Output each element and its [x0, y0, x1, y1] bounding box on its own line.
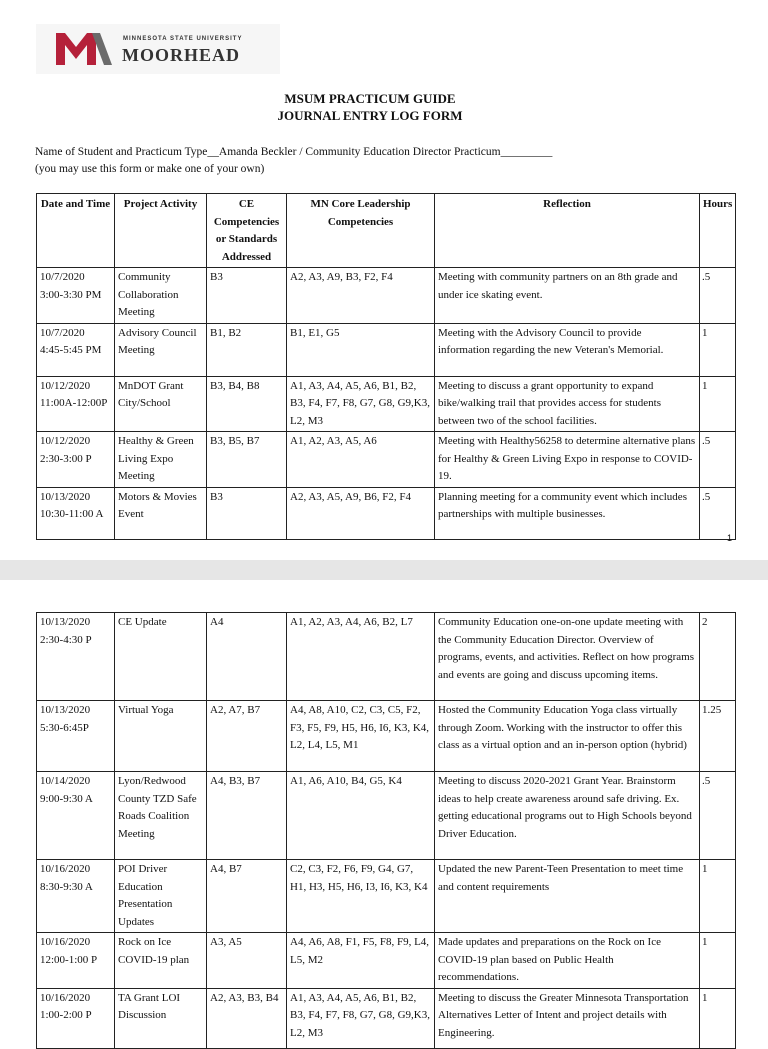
entry-time: 2:30-3:00 P	[40, 452, 92, 465]
hours-cell: .5	[700, 772, 736, 860]
table-row	[37, 268, 736, 324]
activity-cell: POI Driver Education Presentation Updates	[115, 860, 207, 933]
date-time-cell	[37, 487, 115, 539]
entry-date: 10/16/2020	[40, 936, 91, 948]
hours-cell: 1	[700, 988, 736, 1048]
date-time-cell	[37, 613, 115, 701]
mn-cell: A1, A2, A3, A5, A6	[287, 432, 435, 488]
reflection-cell: Meeting to discuss 2020-2021 Grant Year. Brainstorm ideas to help create awareness around safe driving. Ex. getting educational programs out to High Schools beyond Driver Education.	[435, 772, 700, 860]
entry-date: 10/12/2020	[40, 435, 91, 447]
mn-cell: A1, A2, A3, A4, A6, B2, L7	[287, 613, 435, 701]
header-project-activity: Project Activity	[115, 194, 207, 268]
date-time-cell	[37, 772, 115, 860]
mn-cell: A1, A6, A10, B4, G5, K4	[287, 772, 435, 860]
table-header-row	[37, 194, 736, 268]
table-row	[37, 988, 736, 1048]
header-reflection: Reflection	[435, 194, 700, 268]
hours-cell: 1	[700, 376, 736, 432]
reflection-cell: Community Education one-on-one update meeting with the Community Education Director. Overview of programs, events, and activities. Reflect on how programs and events are going and discuss upcoming items.	[435, 613, 700, 701]
header-hours: Hours	[700, 194, 736, 268]
reflection-cell: Updated the new Parent-Teen Presentation to meet time and content requirements	[435, 860, 700, 933]
hours-cell: 2	[700, 613, 736, 701]
date-time-cell	[37, 988, 115, 1048]
table-row	[37, 933, 736, 989]
ce-cell: A4, B3, B7	[207, 772, 287, 860]
entry-date: 10/7/2020	[40, 271, 85, 283]
mn-cell: A2, A3, A9, B3, F2, F4	[287, 268, 435, 324]
entry-date: 10/13/2020	[40, 704, 91, 716]
journal-log-table	[36, 193, 736, 540]
hours-cell: .5	[700, 432, 736, 488]
ce-cell: B3	[207, 268, 287, 324]
student-name-line: Name of Student and Practicum Type__Amanda Beckler / Community Education Director Practicum_________	[35, 146, 553, 158]
page-number: 1	[727, 533, 733, 543]
reflection-cell: Meeting to discuss the Greater Minnesota Transportation Alternatives Letter of Intent and project details with Engineering.	[435, 988, 700, 1048]
mn-cell: C2, C3, F2, F6, F9, G4, G7, H1, H3, H5, H6, I3, I6, K3, K4	[287, 860, 435, 933]
activity-cell: Community Collaboration Meeting	[115, 268, 207, 324]
reflection-cell: Meeting to discuss a grant opportunity to expand bike/walking trail that provides access for students between two of the school facilities.	[435, 376, 700, 432]
entry-date: 10/13/2020	[40, 490, 91, 503]
table-body-page-1	[37, 268, 736, 540]
mn-cell: A1, A3, A4, A5, A6, B1, B2, B3, F4, F7, F8, G7, G8, G9,K3, L2, M3	[287, 988, 435, 1048]
date-time-cell	[37, 933, 115, 989]
date-time-cell	[37, 701, 115, 772]
reflection-cell: Hosted the Community Education Yoga class virtually through Zoom. Working with the instructor to offer this class as a virtual option and an in-person option (hybrid)	[435, 701, 700, 772]
activity-cell: Virtual Yoga	[115, 701, 207, 772]
activity-cell: Motors & Movies Event	[115, 487, 207, 539]
date-time-cell	[37, 432, 115, 488]
entry-time: 10:30-11:00 A	[40, 508, 104, 520]
document-title: MSUM PRACTICUM GUIDE	[284, 91, 456, 106]
date-time-cell	[37, 268, 115, 324]
hours-cell: 1	[700, 933, 736, 989]
entry-time: 9:00-9:30 A	[40, 792, 93, 805]
entry-date: 10/12/2020	[40, 379, 91, 392]
table-row	[37, 376, 736, 432]
hours-cell: 1	[700, 323, 736, 376]
table-row	[37, 701, 736, 772]
entry-time: 5:30-6:45P	[40, 721, 89, 734]
activity-cell: Healthy & Green Living Expo Meeting	[115, 432, 207, 488]
entry-date: 10/16/2020	[40, 863, 91, 875]
activity-cell: TA Grant LOI Discussion	[115, 988, 207, 1048]
date-time-cell	[37, 860, 115, 933]
ce-cell: B3	[207, 487, 287, 539]
entry-time: 3:00-3:30 PM	[40, 288, 102, 301]
form-note: (you may use this form or make one of your own)	[35, 163, 265, 175]
table-row	[37, 772, 736, 860]
mn-cell: A1, A3, A4, A5, A6, B1, B2, B3, F4, F7, F8, G7, G8, G9,K3, L2, M3	[287, 376, 435, 432]
activity-cell: Lyon/Redwood County TZD Safe Roads Coalition Meeting	[115, 772, 207, 860]
reflection-cell: Made updates and preparations on the Rock on Ice COVID-19 plan based on Public Health recommendations.	[435, 933, 700, 989]
reflection-cell: Meeting with the Advisory Council to provide information regarding the new Veteran's Memorial.	[435, 323, 700, 376]
reflection-cell: Meeting with Healthy56258 to determine alternative plans for Healthy & Green Living Expo in response to COVID-19.	[435, 432, 700, 488]
activity-cell: MnDOT Grant City/School	[115, 376, 207, 432]
university-logo	[36, 24, 280, 74]
reflection-cell: Meeting with community partners on an 8th grade and under ice skating event.	[435, 268, 700, 324]
page-break	[0, 560, 768, 580]
mn-cell: A2, A3, A5, A9, B6, F2, F4	[287, 487, 435, 539]
table-row	[37, 860, 736, 933]
hours-cell: 1.25	[700, 701, 736, 772]
entry-time: 4:45-5:45 PM	[40, 344, 102, 356]
entry-time: 1:00-2:00 P	[40, 1009, 92, 1021]
header-date-time: Date and Time	[37, 194, 115, 268]
ce-cell: B3, B4, B8	[207, 376, 287, 432]
header-ce-competencies: CE Competencies or Standards Addressed	[207, 194, 287, 268]
header-mn-core-competencies: MN Core Leadership Competencies	[287, 194, 435, 268]
logo-university-line: MINNESOTA STATE UNIVERSITY	[123, 36, 243, 42]
ce-cell: A2, A3, B3, B4	[207, 988, 287, 1048]
entry-date: 10/13/2020	[40, 616, 91, 628]
date-time-cell	[37, 323, 115, 376]
table-row	[37, 613, 736, 701]
table-row	[37, 323, 736, 376]
msum-logo-icon	[56, 31, 114, 65]
ce-cell: A2, A7, B7	[207, 701, 287, 772]
reflection-cell: Planning meeting for a community event which includes partnerships with multiple businesses.	[435, 487, 700, 539]
table-row	[37, 432, 736, 488]
date-time-cell	[37, 376, 115, 432]
entry-time: 8:30-9:30 A	[40, 880, 93, 893]
activity-cell: Advisory Council Meeting	[115, 323, 207, 376]
entry-time: 12:00-1:00 P	[40, 953, 98, 966]
activity-cell: Rock on Ice COVID-19 plan	[115, 933, 207, 989]
hours-cell: .5	[700, 268, 736, 324]
entry-time: 11:00A-12:00P	[40, 397, 108, 409]
mn-cell: B1, E1, G5	[287, 323, 435, 376]
table-body-page-2	[37, 613, 736, 1049]
table-row	[37, 487, 736, 539]
ce-cell: A3, A5	[207, 933, 287, 989]
ce-cell: B3, B5, B7	[207, 432, 287, 488]
hours-cell: .5	[700, 487, 736, 539]
mn-cell: A4, A8, A10, C2, C3, C5, F2, F3, F5, F9, H5, H6, I6, K3, K4, L2, L4, L5, M1	[287, 701, 435, 772]
activity-cell: CE Update	[115, 613, 207, 701]
entry-time: 2:30-4:30 P	[40, 633, 92, 646]
ce-cell: A4	[207, 613, 287, 701]
ce-cell: A4, B7	[207, 860, 287, 933]
entry-date: 10/16/2020	[40, 991, 91, 1004]
document-subtitle: JOURNAL ENTRY LOG FORM	[277, 108, 463, 123]
ce-cell: B1, B2	[207, 323, 287, 376]
journal-log-table-continued	[36, 612, 736, 1049]
hours-cell: 1	[700, 860, 736, 933]
logo-campus-name: MOORHEAD	[122, 45, 240, 65]
mn-cell: A4, A6, A8, F1, F5, F8, F9, L4, L5, M2	[287, 933, 435, 989]
document-page-2	[0, 580, 768, 1039]
entry-date: 10/14/2020	[40, 775, 91, 787]
entry-date: 10/7/2020	[40, 326, 85, 339]
